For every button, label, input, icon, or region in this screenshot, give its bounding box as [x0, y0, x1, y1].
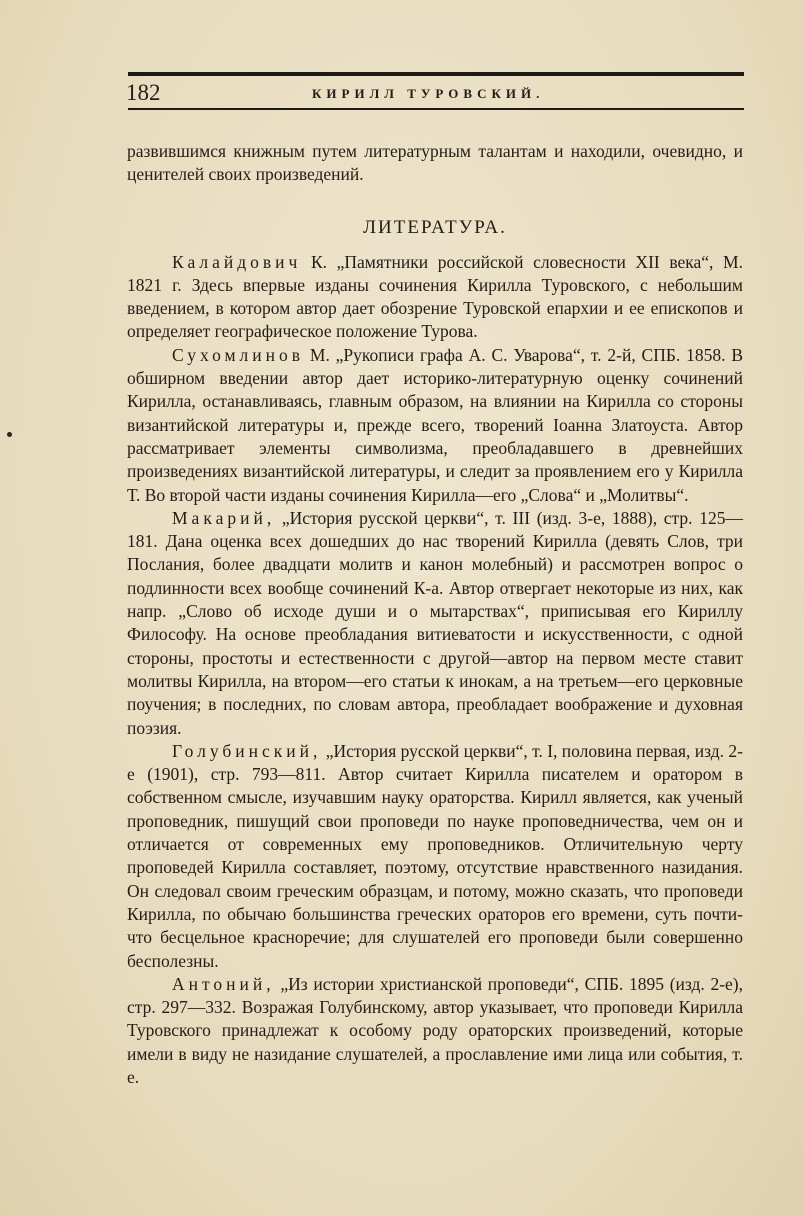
intro-paragraph: развившимся книжным путем литературным талантам и находили, очевидно, и ценителей своих произведений.: [127, 141, 743, 185]
bibliography-entry: [127, 344, 743, 507]
header-rule-bottom: [128, 108, 744, 110]
entry-text: „История русской церкви“, т. I, половина первая, изд. 2-е (1901), стр. 793—811. Автор считает Кирилла писателем и оратором в собственном смысле, изучавшим науку ораторства. Кирилл является, как ученый проповедник, пишущий свои проповеди по науке проповедничества, чем он и отличается от современных ему проповедников. Отличительную черту проповедей Кирилла составляет, поэтому, отсутствие нравственного назидания. Он следовал своим греческим образцам, и потому, можно сказать, что проповеди Кирилла, по обычаю большинства греческих ораторов его времени, суть почти-что бесцельное красноречие; для слушателей его проповеди были совершенно бесполезны.: [127, 740, 743, 971]
entry-author: Антоний,: [172, 973, 275, 994]
entry-author: Голубинский,: [172, 740, 322, 761]
entry-text: „Из истории христианской проповеди“, СПБ. 1895 (изд. 2-е), стр. 297—332. Возражая Голубинскому, автор указывает, что проповеди Кирилла Туровского принадлежат к особому роду ораторских произведений, которые имели в виду не назидание слушателей, а прославление ими лица или события, т. е.: [127, 973, 743, 1087]
bibliography-entry: [127, 507, 743, 740]
page-number: 182: [126, 80, 161, 105]
bibliography-entry: [127, 740, 743, 973]
entry-text: „История русской церкви“, т. III (изд. 3-е, 1888), стр. 125—181. Дана оценка всех дошедших до нас творений Кирилла (девять Слов, три Послания, более двадцати молитв и канон молебный) и рассмотрен вопрос о подлинности всех вообще сочинений К-а. Автор отвергает некоторые из них, как напр. „Слово об исходе души и о мытарствах“, приписывая его Кириллу Философу. На основе преобладания витиеватости и искусственности, с одной стороны, простоты и естественности с другой—автор на первом месте ставит молитвы Кирилла, на втором—его статьи к инокам, а на третьем—его церковные поучения; в последних, по словам автора, преобладает воображение и духовная поэзия.: [127, 507, 743, 738]
bibliography-entry: [127, 973, 743, 1089]
entry-author: Калайдович: [172, 251, 302, 272]
header-rule-top: [128, 72, 744, 76]
entry-text: М. „Рукописи графа А. С. Уварова“, т. 2-й, СПБ. 1858. В обширном введении автор дает историко-литературную оценку сочинений Кирилла, останавливаясь, главным образом, на влиянии на Кирилла со стороны византийской литературы и, прежде всего, творений Іоанна Златоуста. Автор рассматривает элементы символизма, преобладавшего в древнейших произведениях византийской литературы, и следит за проявлением его у Кирилла Т. Во второй части изданы сочинения Кирилла—его „Слова“ и „Молитвы“.: [127, 344, 743, 505]
body-text: [127, 140, 743, 1089]
entry-author: Сухомлинов: [172, 344, 305, 365]
bibliography-entry: [127, 251, 743, 344]
entry-author: Макарий,: [172, 507, 276, 528]
margin-mark: [7, 432, 12, 437]
running-title: КИРИЛЛ ТУРОВСКИЙ.: [312, 86, 545, 101]
section-heading: ЛИТЕРАТУРА.: [363, 216, 507, 238]
entry-text: К. „Памятники российской словесности XII века“, М. 1821 г. Здесь впервые изданы сочинения Кирилла Туровского, с небольшим введением, в котором автор дает обозрение Туровской епархии и ее епископов и определяет географическое положение Турова.: [127, 251, 743, 342]
